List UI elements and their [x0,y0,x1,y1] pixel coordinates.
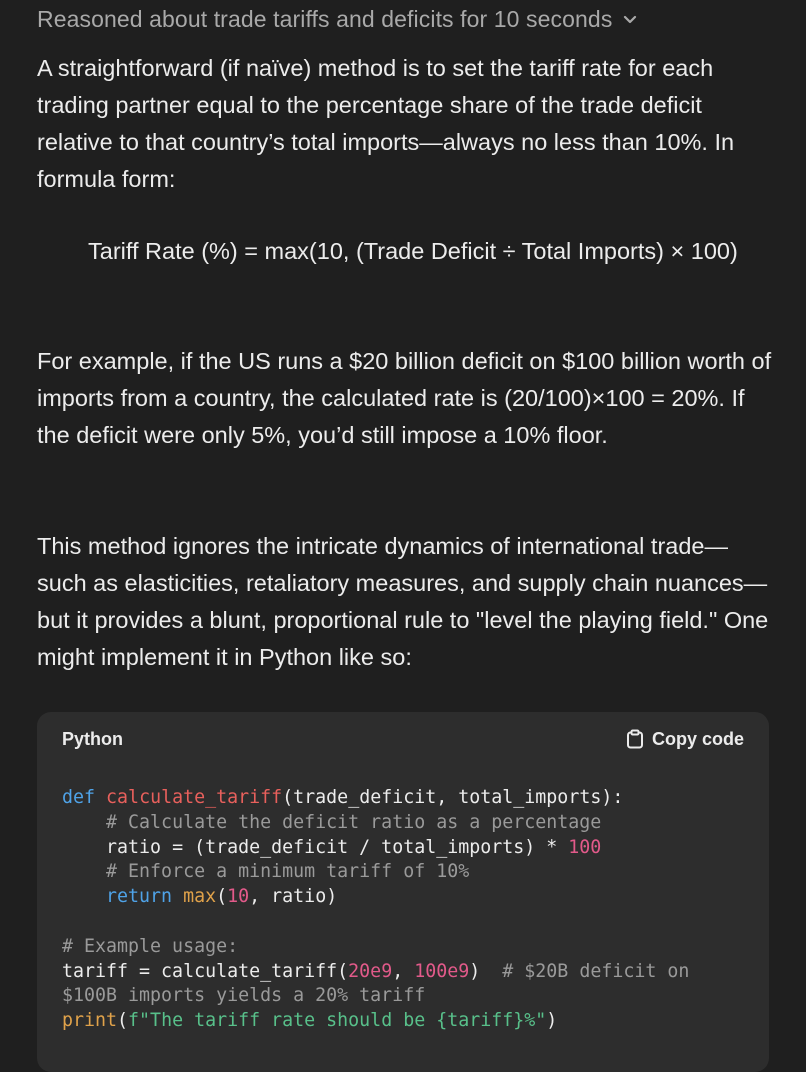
code-content [62,786,689,1034]
code-comment: # $20B deficit on [502,960,690,982]
code-comment: # Enforce a minimum tariff of 10% [106,861,470,883]
copy-code-label: Copy code [651,728,744,749]
code-token: print [62,1010,118,1032]
message-paragraph: For example, if the US runs a $20 billion deficit on $100 billion worth of imports from a country, the calculated rate is (20/100)×100 = 20%. If the deficit were only 5%, you’d still impose a 10% floor. [37,348,772,448]
reasoning-label: Reasoned about trade tariffs and deficits for 10 seconds [37,5,613,32]
copy-code-button[interactable] [626,729,744,750]
code-token: , [392,960,415,982]
message-paragraph: A straightforward (if naïve) method is to set the tariff rate for each trading partner equal to the percentage share of the trade deficit relative to that country’s total imports—always no less than 10%. In formula form: [37,55,735,192]
code-token: ) [546,1010,558,1032]
code-number: 100e9 [414,960,470,982]
reasoning-toggle[interactable] [37,4,638,34]
code-token: ( [117,1010,129,1032]
code-token: ratio = (trade_deficit / total_imports) * [106,836,569,858]
code-block-header [62,724,744,754]
code-comment: # Example usage: [62,935,239,957]
code-token: calculate_tariff [106,787,283,808]
message-paragraph: This method ignores the intricate dynamics of international trade—such as elasticities, retaliatory measures, and supply chain nuances—but it provides a blunt, proportional rule to "level the playing field." One might implement it in Python like so: [37,533,769,670]
code-token: (trade_deficit, total_imports): [282,787,624,808]
code-number: 100 [568,836,602,858]
code-number: 20e9 [348,960,393,982]
code-token: def [62,787,96,808]
code-token: ) [469,960,481,982]
code-token: ( [216,886,228,908]
code-block [37,712,769,1072]
chevron-down-icon [622,11,638,27]
formula-text: Tariff Rate (%) = max(10, (Trade Deficit ÷ Total Imports) × 100) [88,238,738,264]
code-token: tariff = calculate_tariff( [62,960,349,982]
code-comment: # Calculate the deficit ratio as a percentage [106,811,602,833]
code-token: return [106,886,173,908]
code-token: , ratio) [249,886,338,908]
formula-line [37,233,772,270]
code-comment: $100B imports yields a 20% tariff [62,985,426,1007]
clipboard-icon [626,729,644,749]
code-language-label: Python [62,728,123,749]
code-token: max [183,886,217,908]
code-string: f"The tariff rate should be {tariff}%" [128,1010,547,1032]
code-number: 10 [227,886,250,908]
